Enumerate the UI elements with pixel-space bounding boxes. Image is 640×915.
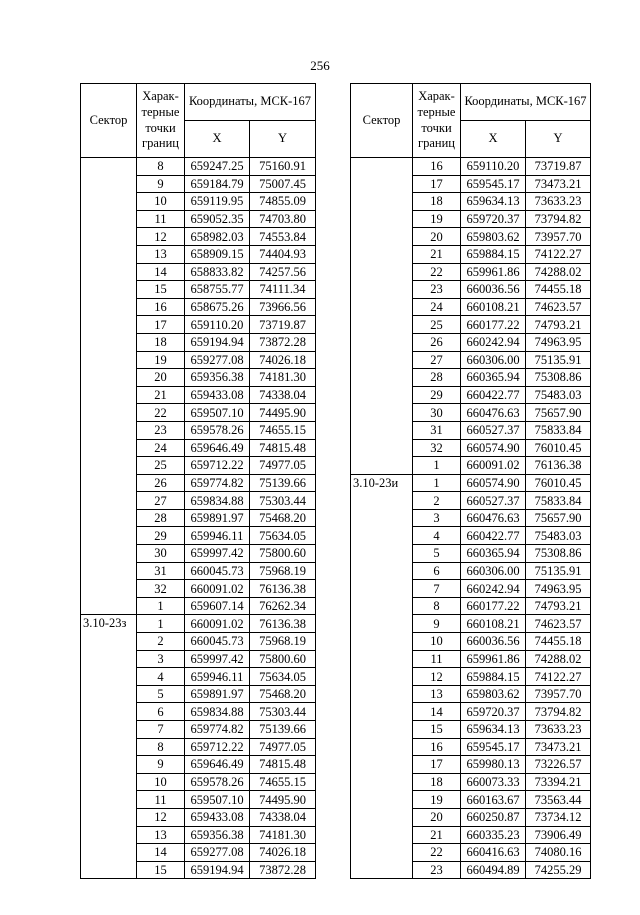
- x-cell: 660250.87: [461, 808, 526, 826]
- point-cell: 25: [137, 457, 185, 475]
- y-cell: 74495.90: [250, 791, 316, 809]
- point-cell: 12: [137, 228, 185, 246]
- y-cell: 74338.04: [250, 808, 316, 826]
- y-cell: 75308.86: [526, 369, 591, 387]
- table-row: [351, 474, 591, 492]
- point-cell: 16: [413, 738, 461, 756]
- y-cell: 75800.60: [250, 545, 316, 563]
- point-cell: 4: [413, 527, 461, 545]
- point-cell: 15: [137, 281, 185, 299]
- y-cell: 75634.05: [250, 668, 316, 686]
- x-cell: 659997.42: [185, 545, 250, 563]
- x-cell: 659110.20: [185, 316, 250, 334]
- point-cell: 5: [413, 545, 461, 563]
- x-cell: 660574.90: [461, 439, 526, 457]
- x-cell: 660177.22: [461, 597, 526, 615]
- x-cell: 659997.42: [185, 650, 250, 668]
- x-cell: 660036.56: [461, 281, 526, 299]
- y-cell: 75968.19: [250, 633, 316, 651]
- point-cell: 20: [137, 369, 185, 387]
- x-cell: 659578.26: [185, 773, 250, 791]
- y-cell: 73734.12: [526, 808, 591, 826]
- point-cell: 1: [413, 457, 461, 475]
- x-cell: 659507.10: [185, 791, 250, 809]
- y-cell: 76262.34: [250, 597, 316, 615]
- x-cell: 659646.49: [185, 439, 250, 457]
- x-cell: 660306.00: [461, 351, 526, 369]
- y-cell: 73719.87: [250, 316, 316, 334]
- point-cell: 31: [137, 562, 185, 580]
- x-cell: 660494.89: [461, 861, 526, 879]
- y-cell: 75657.90: [526, 404, 591, 422]
- x-cell: 659884.15: [461, 245, 526, 263]
- point-cell: 28: [137, 509, 185, 527]
- x-cell: 658755.77: [185, 281, 250, 299]
- point-cell: 17: [413, 175, 461, 193]
- y-cell: 74655.15: [250, 421, 316, 439]
- point-cell: 17: [137, 316, 185, 334]
- y-cell: 75160.91: [250, 158, 316, 176]
- y-cell: 73872.28: [250, 333, 316, 351]
- point-cell: 1: [137, 597, 185, 615]
- y-cell: 76136.38: [526, 457, 591, 475]
- table-row: [81, 158, 316, 176]
- y-cell: 75468.20: [250, 685, 316, 703]
- x-cell: 659110.20: [461, 158, 526, 176]
- x-cell: 659052.35: [185, 210, 250, 228]
- y-cell: 74080.16: [526, 844, 591, 862]
- x-cell: 659720.37: [461, 210, 526, 228]
- x-cell: 659507.10: [185, 404, 250, 422]
- y-cell: 75968.19: [250, 562, 316, 580]
- y-cell: 74977.05: [250, 457, 316, 475]
- sector-header: Сектор: [351, 84, 413, 158]
- coords-header: Координаты, МСК-167: [461, 84, 591, 121]
- point-cell: 18: [413, 193, 461, 211]
- y-cell: 74181.30: [250, 826, 316, 844]
- x-cell: 659946.11: [185, 668, 250, 686]
- x-cell: 660365.94: [461, 545, 526, 563]
- y-cell: 73473.21: [526, 175, 591, 193]
- y-cell: 74257.56: [250, 263, 316, 281]
- x-cell: 660476.63: [461, 509, 526, 527]
- x-cell: 660365.94: [461, 369, 526, 387]
- point-cell: 24: [137, 439, 185, 457]
- point-cell: 10: [413, 633, 461, 651]
- x-cell: 659607.14: [185, 597, 250, 615]
- x-cell: 660091.02: [185, 580, 250, 598]
- point-cell: 29: [413, 386, 461, 404]
- y-cell: 74404.93: [250, 245, 316, 263]
- point-cell: 2: [137, 633, 185, 651]
- point-cell: 16: [137, 298, 185, 316]
- point-cell: 13: [137, 826, 185, 844]
- point-cell: 22: [413, 844, 461, 862]
- point-cell: 8: [137, 158, 185, 176]
- point-cell: 30: [137, 545, 185, 563]
- x-cell: 660242.94: [461, 333, 526, 351]
- y-cell: 74977.05: [250, 738, 316, 756]
- x-cell: 659356.38: [185, 369, 250, 387]
- x-cell: 659277.08: [185, 351, 250, 369]
- point-cell: 7: [413, 580, 461, 598]
- x-cell: 659803.62: [461, 228, 526, 246]
- point-cell: 9: [137, 175, 185, 193]
- x-cell: 660163.67: [461, 791, 526, 809]
- y-cell: 75135.91: [526, 562, 591, 580]
- y-cell: 75139.66: [250, 721, 316, 739]
- sector-header: Сектор: [81, 84, 137, 158]
- point-cell: 17: [413, 756, 461, 774]
- y-cell: 74255.29: [526, 861, 591, 879]
- point-cell: 21: [413, 826, 461, 844]
- table-row: [351, 158, 591, 176]
- point-cell: 24: [413, 298, 461, 316]
- point-cell: 30: [413, 404, 461, 422]
- y-cell: 75483.03: [526, 527, 591, 545]
- y-cell: 73966.56: [250, 298, 316, 316]
- point-cell: 8: [137, 738, 185, 756]
- point-cell: 10: [137, 193, 185, 211]
- y-cell: 75483.03: [526, 386, 591, 404]
- point-cell: 11: [137, 210, 185, 228]
- point-cell: 14: [137, 844, 185, 862]
- x-cell: 660036.56: [461, 633, 526, 651]
- y-cell: 74122.27: [526, 245, 591, 263]
- y-cell: 73473.21: [526, 738, 591, 756]
- point-cell: 32: [413, 439, 461, 457]
- x-cell: 659961.86: [461, 650, 526, 668]
- coords-header: Координаты, МСК-167: [185, 84, 316, 121]
- x-header: X: [461, 121, 526, 158]
- y-cell: 73633.23: [526, 193, 591, 211]
- y-cell: 76010.45: [526, 439, 591, 457]
- x-header: X: [185, 121, 250, 158]
- points-header: Харак-терные точки границ: [413, 84, 461, 158]
- x-cell: 660045.73: [185, 562, 250, 580]
- y-cell: 74455.18: [526, 633, 591, 651]
- x-cell: 658909.15: [185, 245, 250, 263]
- y-cell: 74181.30: [250, 369, 316, 387]
- coordinates-table-right: [350, 83, 591, 879]
- point-cell: 3: [413, 509, 461, 527]
- point-cell: 29: [137, 527, 185, 545]
- x-cell: 660091.02: [461, 457, 526, 475]
- y-cell: 74495.90: [250, 404, 316, 422]
- point-cell: 26: [413, 333, 461, 351]
- x-cell: 660527.37: [461, 492, 526, 510]
- x-cell: 659356.38: [185, 826, 250, 844]
- point-cell: 26: [137, 474, 185, 492]
- point-cell: 32: [137, 580, 185, 598]
- x-cell: 660177.22: [461, 316, 526, 334]
- x-cell: 660108.21: [461, 298, 526, 316]
- point-cell: 4: [137, 668, 185, 686]
- point-cell: 12: [137, 808, 185, 826]
- y-cell: 75468.20: [250, 509, 316, 527]
- x-cell: 659774.82: [185, 721, 250, 739]
- y-cell: 74111.34: [250, 281, 316, 299]
- point-cell: 21: [413, 245, 461, 263]
- y-cell: 75308.86: [526, 545, 591, 563]
- x-cell: 660476.63: [461, 404, 526, 422]
- sector-cell: [351, 158, 413, 475]
- point-cell: 19: [413, 791, 461, 809]
- x-cell: 659834.88: [185, 703, 250, 721]
- point-cell: 2: [413, 492, 461, 510]
- point-cell: 19: [413, 210, 461, 228]
- point-cell: 10: [137, 773, 185, 791]
- x-cell: 658833.82: [185, 263, 250, 281]
- x-cell: 660091.02: [185, 615, 250, 633]
- x-cell: 659884.15: [461, 668, 526, 686]
- x-cell: 659803.62: [461, 685, 526, 703]
- y-cell: 75139.66: [250, 474, 316, 492]
- y-cell: 74793.21: [526, 597, 591, 615]
- x-cell: 660422.77: [461, 386, 526, 404]
- x-cell: 660416.63: [461, 844, 526, 862]
- point-cell: 6: [137, 703, 185, 721]
- x-cell: 659277.08: [185, 844, 250, 862]
- point-cell: 15: [137, 861, 185, 879]
- y-cell: 76136.38: [250, 580, 316, 598]
- point-cell: 9: [137, 756, 185, 774]
- y-cell: 75634.05: [250, 527, 316, 545]
- y-cell: 75833.84: [526, 421, 591, 439]
- y-cell: 73957.70: [526, 685, 591, 703]
- x-cell: 658982.03: [185, 228, 250, 246]
- sector-cell: 3.10-23и: [351, 474, 413, 879]
- point-cell: 14: [137, 263, 185, 281]
- point-cell: 14: [413, 703, 461, 721]
- y-cell: 74623.57: [526, 615, 591, 633]
- y-cell: 74703.80: [250, 210, 316, 228]
- point-cell: 11: [413, 650, 461, 668]
- y-cell: 73794.82: [526, 210, 591, 228]
- point-cell: 6: [413, 562, 461, 580]
- x-cell: 658675.26: [185, 298, 250, 316]
- point-cell: 5: [137, 685, 185, 703]
- y-cell: 73394.21: [526, 773, 591, 791]
- y-cell: 74793.21: [526, 316, 591, 334]
- point-cell: 31: [413, 421, 461, 439]
- x-cell: 660108.21: [461, 615, 526, 633]
- x-cell: 659980.13: [461, 756, 526, 774]
- x-cell: 659834.88: [185, 492, 250, 510]
- y-cell: 74623.57: [526, 298, 591, 316]
- y-cell: 73563.44: [526, 791, 591, 809]
- point-cell: 16: [413, 158, 461, 176]
- point-cell: 20: [413, 228, 461, 246]
- y-cell: 73906.49: [526, 826, 591, 844]
- y-cell: 75833.84: [526, 492, 591, 510]
- x-cell: 660306.00: [461, 562, 526, 580]
- x-cell: 659891.97: [185, 509, 250, 527]
- point-cell: 20: [413, 808, 461, 826]
- coordinates-table-left: [80, 83, 316, 879]
- y-cell: 74026.18: [250, 844, 316, 862]
- x-cell: 660073.33: [461, 773, 526, 791]
- x-cell: 659961.86: [461, 263, 526, 281]
- x-cell: 660045.73: [185, 633, 250, 651]
- point-cell: 9: [413, 615, 461, 633]
- x-cell: 659946.11: [185, 527, 250, 545]
- x-cell: 659247.25: [185, 158, 250, 176]
- y-cell: 75135.91: [526, 351, 591, 369]
- y-cell: 74288.02: [526, 650, 591, 668]
- x-cell: 659545.17: [461, 175, 526, 193]
- x-cell: 659774.82: [185, 474, 250, 492]
- y-cell: 73872.28: [250, 861, 316, 879]
- y-cell: 74655.15: [250, 773, 316, 791]
- point-cell: 23: [137, 421, 185, 439]
- point-cell: 13: [413, 685, 461, 703]
- point-cell: 18: [413, 773, 461, 791]
- point-cell: 11: [137, 791, 185, 809]
- point-cell: 1: [137, 615, 185, 633]
- y-cell: 75657.90: [526, 509, 591, 527]
- y-header: Y: [526, 121, 591, 158]
- y-cell: 74553.84: [250, 228, 316, 246]
- y-cell: 75800.60: [250, 650, 316, 668]
- point-cell: 22: [137, 404, 185, 422]
- y-cell: 73633.23: [526, 721, 591, 739]
- x-cell: 660527.37: [461, 421, 526, 439]
- y-header: Y: [250, 121, 316, 158]
- y-cell: 76136.38: [250, 615, 316, 633]
- x-cell: 659646.49: [185, 756, 250, 774]
- y-cell: 75007.45: [250, 175, 316, 193]
- point-cell: 15: [413, 721, 461, 739]
- x-cell: 659720.37: [461, 703, 526, 721]
- point-cell: 1: [413, 474, 461, 492]
- point-cell: 18: [137, 333, 185, 351]
- y-cell: 74963.95: [526, 580, 591, 598]
- y-cell: 74026.18: [250, 351, 316, 369]
- x-cell: 660242.94: [461, 580, 526, 598]
- y-cell: 73719.87: [526, 158, 591, 176]
- y-cell: 74455.18: [526, 281, 591, 299]
- y-cell: 74288.02: [526, 263, 591, 281]
- sector-cell: 3.10-23з: [81, 615, 137, 879]
- point-cell: 23: [413, 281, 461, 299]
- x-cell: 659119.95: [185, 193, 250, 211]
- y-cell: 73794.82: [526, 703, 591, 721]
- y-cell: 74963.95: [526, 333, 591, 351]
- y-cell: 74122.27: [526, 668, 591, 686]
- point-cell: 23: [413, 861, 461, 879]
- points-header: Харак-терные точки границ: [137, 84, 185, 158]
- point-cell: 19: [137, 351, 185, 369]
- x-cell: 659545.17: [461, 738, 526, 756]
- x-cell: 659712.22: [185, 738, 250, 756]
- table-row: [81, 615, 316, 633]
- x-cell: 659194.94: [185, 861, 250, 879]
- y-cell: 73226.57: [526, 756, 591, 774]
- x-cell: 659712.22: [185, 457, 250, 475]
- x-cell: 660335.23: [461, 826, 526, 844]
- x-cell: 659433.08: [185, 386, 250, 404]
- x-cell: 659194.94: [185, 333, 250, 351]
- page-number: 256: [310, 58, 330, 73]
- y-cell: 74815.48: [250, 439, 316, 457]
- x-cell: 660422.77: [461, 527, 526, 545]
- x-cell: 660574.90: [461, 474, 526, 492]
- point-cell: 25: [413, 316, 461, 334]
- point-cell: 8: [413, 597, 461, 615]
- point-cell: 21: [137, 386, 185, 404]
- point-cell: 22: [413, 263, 461, 281]
- y-cell: 73957.70: [526, 228, 591, 246]
- point-cell: 12: [413, 668, 461, 686]
- sector-cell: [81, 158, 137, 615]
- point-cell: 27: [413, 351, 461, 369]
- point-cell: 3: [137, 650, 185, 668]
- x-cell: 659433.08: [185, 808, 250, 826]
- y-cell: 76010.45: [526, 474, 591, 492]
- y-cell: 75303.44: [250, 703, 316, 721]
- y-cell: 75303.44: [250, 492, 316, 510]
- point-cell: 27: [137, 492, 185, 510]
- y-cell: 74338.04: [250, 386, 316, 404]
- x-cell: 659578.26: [185, 421, 250, 439]
- y-cell: 74815.48: [250, 756, 316, 774]
- x-cell: 659634.13: [461, 721, 526, 739]
- point-cell: 28: [413, 369, 461, 387]
- x-cell: 659891.97: [185, 685, 250, 703]
- point-cell: 13: [137, 245, 185, 263]
- x-cell: 659184.79: [185, 175, 250, 193]
- x-cell: 659634.13: [461, 193, 526, 211]
- y-cell: 74855.09: [250, 193, 316, 211]
- point-cell: 7: [137, 721, 185, 739]
